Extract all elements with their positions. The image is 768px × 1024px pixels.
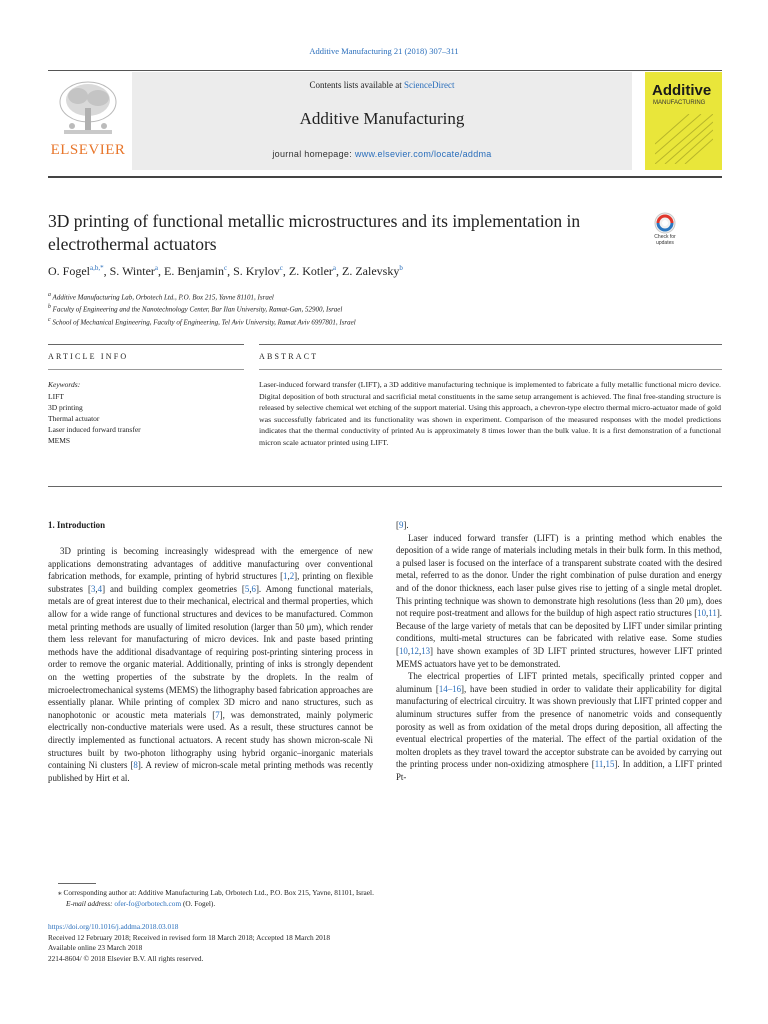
elsevier-tree-icon xyxy=(54,78,122,140)
keywords-list xyxy=(48,391,141,446)
keyword: 3D printing xyxy=(48,403,83,412)
abstract-subrule xyxy=(259,369,722,370)
footnote-mark: ⁎ xyxy=(58,888,62,897)
author-name[interactable]: Z. Kotler xyxy=(288,264,333,278)
footnote-corresponding: Corresponding author at: Additive Manufacturing Lab, Orbotech Ltd., P.O. Box 215, Yavne, 81101, Israel. xyxy=(63,888,374,897)
citation-link[interactable]: 8 xyxy=(133,760,138,771)
article-info-subrule xyxy=(48,369,244,370)
keyword: LIFT xyxy=(48,392,64,401)
affiliation-mark: c xyxy=(48,316,51,323)
affiliation-text: Faculty of Engineering and the Nanotechnology Center, Bar Ilan University, Ramat-Gan, 52900, Israel xyxy=(50,305,343,314)
author-affiliation-mark[interactable]: c xyxy=(224,264,228,272)
citation-link[interactable]: 7 xyxy=(215,709,220,720)
body-column-right xyxy=(396,519,722,783)
body-paragraph: The electrical properties of LIFT printed metals, specifically printed copper and aluminum [14–16], have been studied in order to validate their applicability for digital manufacturing of electrical circuitry. It was shown previously that LIFT printed copper and aluminum structures suffer from the presence of nanometric voids and consequently porosity as well as from oxidation of the metal drops during deposition, all affecting the eventual electrical properties of the material. The effect of the partial oxidation of the molten droplets as they travel toward the acceptor substrate can be avoided by carrying out the printing process under non-oxidizing atmosphere [11,15]. In addition, a LIFT printed Pt- xyxy=(396,671,723,782)
check-updates-label: Check for updates xyxy=(654,234,676,246)
email-label: E-mail address: xyxy=(66,898,113,908)
cover-title: Additive xyxy=(652,82,712,99)
citation-link[interactable]: 11 xyxy=(594,759,604,770)
body-paragraph: [9]. xyxy=(396,520,409,530)
sciencedirect-link[interactable]: ScienceDirect xyxy=(404,80,455,90)
abstract-text: Laser-induced forward transfer (LIFT), a 3D additive manufacturing technique is implemented to fabricate a fully metallic functional micro device. Digital deposition of both structural and sacrificial metal constituents in the same setup arrangement is achieved. The final free-standing structure is released by selective chemical wet etching of the support material. Using this approach, a chevron-type electro thermal micro-actuator made of gold was successfully fabricated and its functionality was shown in experiment. Comparison of the measured responses with the model predictions indicates that the thermal conductivity of printed Au is approximately 8 times lower than the bulk value. It is a first demonstration of a functional micron scale actuator printed using LIFT. xyxy=(259,380,721,447)
citation-link[interactable]: 4 xyxy=(97,583,103,594)
journal-title: Additive Manufacturing xyxy=(299,109,465,128)
citation-link[interactable]: 1 xyxy=(283,571,288,582)
citation-link[interactable]: 9 xyxy=(398,520,404,530)
affiliation xyxy=(48,302,356,314)
citation-link[interactable]: 6 xyxy=(251,583,256,594)
author-affiliation-mark[interactable]: c xyxy=(279,264,283,272)
email-suffix: (O. Fogel). xyxy=(181,898,216,908)
email-link[interactable]: ofer-fo@orbotech.com xyxy=(114,898,182,908)
author-name[interactable]: S. Winter xyxy=(109,264,155,278)
author-affiliation-mark[interactable]: a xyxy=(154,264,159,272)
citation-link[interactable]: 12 xyxy=(410,645,419,656)
journal-banner xyxy=(132,72,632,170)
author-name[interactable]: Z. Zalevsky xyxy=(342,264,400,278)
publication-info xyxy=(48,922,330,964)
affiliation-mark: b xyxy=(48,304,51,311)
citation-link[interactable]: 2 xyxy=(289,571,295,582)
citation-link[interactable]: 10 xyxy=(398,645,408,656)
author-affiliation-mark[interactable]: a,b,* xyxy=(90,264,104,272)
keyword: Laser induced forward transfer xyxy=(48,425,141,434)
author-name[interactable]: E. Benjamin xyxy=(164,264,225,278)
abstract-end-rule xyxy=(48,486,722,487)
citation-link[interactable]: 15 xyxy=(605,759,615,770)
abstract-rule xyxy=(259,344,722,345)
citation-link[interactable]: 5 xyxy=(244,583,250,594)
body-column-left xyxy=(48,545,373,784)
citation-link[interactable]: 3 xyxy=(90,583,96,594)
doi-link[interactable]: https://doi.org/10.1016/j.addma.2018.03.018 xyxy=(48,922,179,931)
affiliation-text: School of Mechanical Engineering, Faculty of Engineering, Tel Aviv University, Ramat Aviv 6997801, Israel xyxy=(50,317,356,326)
citation-link[interactable]: 13 xyxy=(421,645,431,656)
cover-subtitle: MANUFACTURING xyxy=(653,100,706,106)
cover-pattern-icon xyxy=(655,114,713,164)
contents-line: Contents lists available at ScienceDirect xyxy=(309,80,455,90)
affiliation xyxy=(48,290,356,302)
received-dates: Received 12 February 2018; Received in revised form 18 March 2018; Accepted 18 March 2018 xyxy=(48,932,331,942)
body-paragraph: Laser induced forward transfer (LIFT) is a printing method which enables the deposition of a wide range of materials including metals in their bulk form. In this method, a pulsed laser is focused on the interface of a transparent substrate coated with the desired metal, referred to as the donor. Under the right combination of pulse duration and energy and of the donor thickness, each laser pulse gives rise to jetting of a single metal droplet. This printing technique was shown to demonstrate high resolutions (less than 20 μm), does not require post-treatment and allows for the buildup of high aspect ratio structures [10,11]. Because of the large variety of metals that can be deposited by LIFT under similar printing conditions, multi-metal structures can be fabricated with relative ease. Some studies [10,12,13] have shown examples of 3D LIFT printed structures, however LIFT printed MEMS actuators have yet to be demonstrated. xyxy=(396,532,722,669)
citation-link[interactable]: 10 xyxy=(697,608,707,619)
keyword: Thermal actuator xyxy=(48,414,100,423)
body-paragraph: 3D printing is becoming increasingly widespread with the emergence of new applications demonstrating advantages of additive manufacturing over conventional fabrication methods, for example, printing of hybrid structures [1,2], printing on flexible substrates [3,4] and building complex geometries [5,6]. Among functional materials, metals are of great interest due to their mechanical, electrical and thermal properties, which allow for a wide range of functional structures and devices to be manufactured. Common metal printing methods are usually of limited resolution (larger than 50 μm), which render them less relevant for manufacturing of micro devices. Ink and paste based printing methods have the additional disadvantage of requiring post-printing sintering process in order to remove the organic material. Additionally, printing of inks is strongly dependent on the wetting properties of the substrate by the droplets. In the realm of microelectromechanical systems (MEMS) the lithography based fabrication approaches are essentially planar. While printing of complex 3D micro and nano structures, such as nanophotonic or acoustic meta materials [7], was demonstrated, mainly polymeric electrically non-conductive materials were used. As a result, these structures cannot be directly implemented as functional actuators. A recent study has shown micron-scale Ni structures built by two-photon lithography using hybrid organic–inorganic materials containing Ni clusters [8]. A review of micron-scale metal printing methods was recently published by Hirt et al. xyxy=(48,546,374,783)
author-name[interactable]: O. Fogel xyxy=(48,264,90,278)
affiliation-text: Additive Manufacturing Lab, Orbotech Ltd., P.O. Box 215, Yavne 81101, Israel xyxy=(50,293,274,302)
homepage-link[interactable]: www.elsevier.com/locate/addma xyxy=(354,149,492,159)
article-info-rule xyxy=(48,344,244,345)
author-list: O. Fogel$^{a,b,*}$, S. Winter$^a$, E. Benjamin$^c$, S. Krylov$^c$, Z. Kotler$^a$, Z. Zalevsky$^b$ xyxy=(48,264,403,278)
check-for-updates-badge[interactable] xyxy=(645,212,685,252)
homepage-line: journal homepage: www.elsevier.com/locate/addma xyxy=(272,149,492,159)
affiliation xyxy=(48,315,356,327)
author-affiliation-mark[interactable]: b xyxy=(399,264,403,272)
affiliation-list xyxy=(48,290,356,327)
affiliation-mark: a xyxy=(48,292,51,298)
corresponding-author-footnote xyxy=(58,888,374,909)
elsevier-logo[interactable] xyxy=(48,78,128,164)
keyword: MEMS xyxy=(48,436,71,445)
footnote-rule xyxy=(58,883,96,884)
citation-link[interactable]: 14–16 xyxy=(438,683,461,694)
author-name[interactable]: S. Krylov xyxy=(233,264,280,278)
copyright: 2214-8604/ © 2018 Elsevier B.V. All rights reserved. xyxy=(48,953,204,963)
online-date: Available online 23 March 2018 xyxy=(48,943,143,952)
paper-title: 3D printing of functional metallic microstructures and its implementation in electrothermal actuators xyxy=(48,211,581,254)
author-affiliation-mark[interactable]: a xyxy=(332,264,337,272)
journal-cover-thumbnail[interactable] xyxy=(645,72,722,170)
section-heading-introduction: 1. Introduction xyxy=(48,520,106,530)
citation-link[interactable]: 11 xyxy=(708,608,717,619)
elsevier-wordmark: ELSEVIER xyxy=(50,142,126,158)
article-info-heading: ARTICLE INFO xyxy=(48,352,129,361)
journal-reference[interactable]: Additive Manufacturing 21 (2018) 307–311 xyxy=(309,46,459,56)
keywords-label: Keywords: xyxy=(48,380,81,389)
abstract-heading: ABSTRACT xyxy=(259,352,319,361)
header-divider xyxy=(48,176,722,178)
check-updates-icon xyxy=(645,212,685,234)
